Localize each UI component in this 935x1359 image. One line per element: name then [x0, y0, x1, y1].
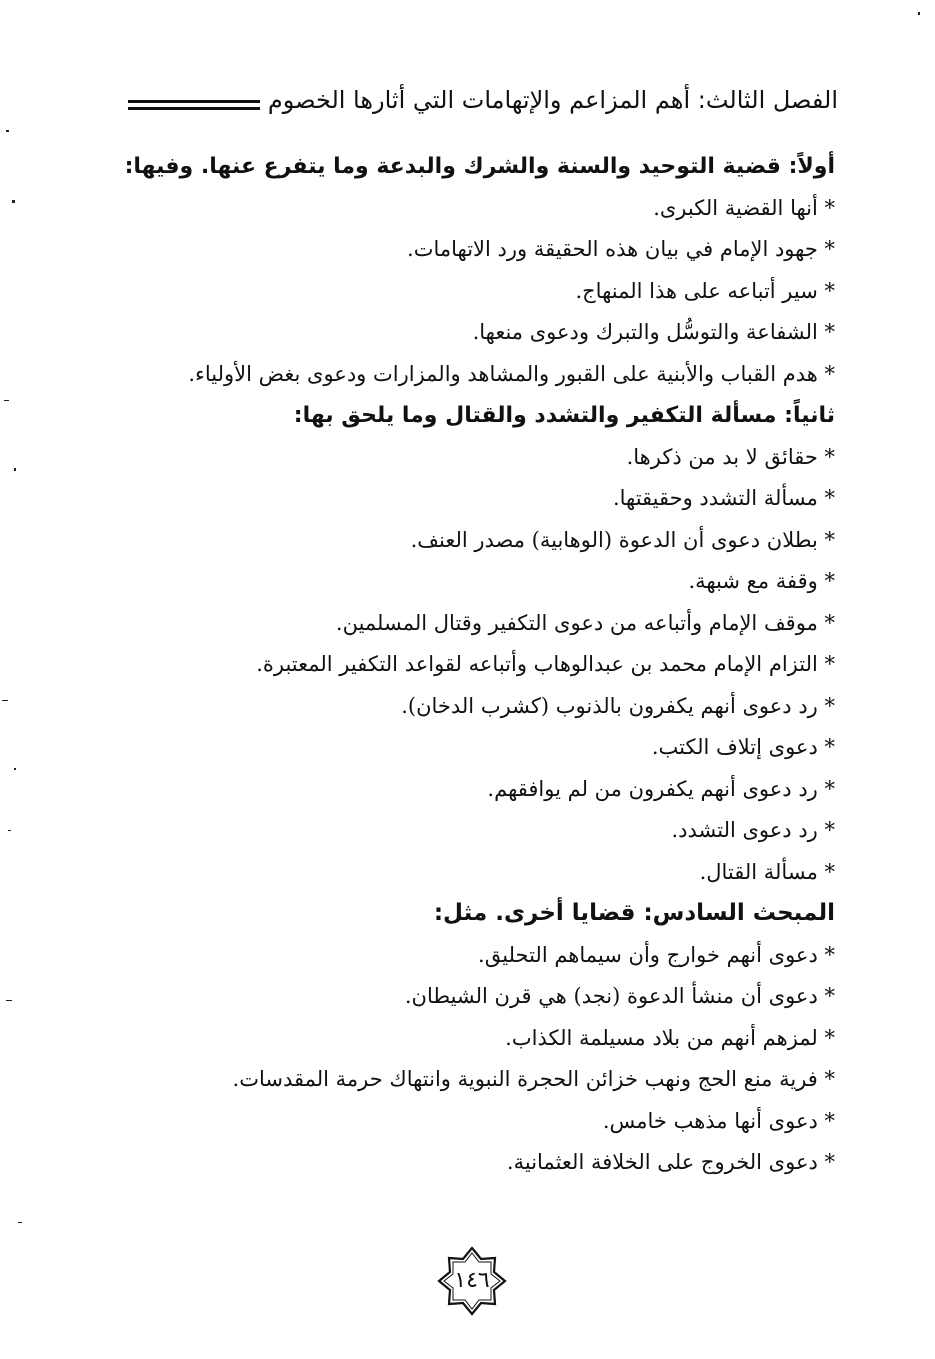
list-item: * جهود الإمام في بيان هذه الحقيقة ورد الاتهامات. [407, 237, 835, 261]
list-item: * مسألة القتال. [699, 859, 835, 884]
scan-speck [2, 700, 8, 701]
list-item: * الشفاعة والتوسُّل والتبرك ودعوى منعها. [472, 320, 835, 344]
scan-speck [6, 130, 9, 132]
chapter-title: الفصل الثالث: أهم المزاعم والإتهامات التي أثارها الخصوم [267, 86, 838, 114]
running-header [128, 80, 838, 130]
list-item: * بطلان دعوى أن الدعوة (الوهابية) مصدر العنف. [410, 527, 835, 552]
page-number: ١٤٦ [454, 1268, 490, 1293]
list-item: * فرية منع الحج ونهب خزائن الحجرة النبوية وانتهاك حرمة المقدسات. [232, 1067, 835, 1091]
list-item: * دعوى إتلاف الكتب. [651, 735, 835, 759]
page-number-ornament [436, 1245, 508, 1317]
header-rule [128, 107, 260, 110]
list-item: * دعوى أن منشأ الدعوة (نجد) هي قرن الشيطان. [404, 984, 835, 1008]
scan-speck [4, 400, 9, 401]
scan-speck [14, 468, 16, 471]
section-heading: المبحث السادس: قضايا أخرى. مثل: [433, 900, 835, 926]
scan-speck [18, 1222, 22, 1223]
list-item: * لمزهم أنهم من بلاد مسيلمة الكذاب. [505, 1025, 835, 1050]
scan-speck [918, 12, 920, 15]
section-heading: ثانياً: مسألة التكفير والتشدد والقتال وما يلحق بها: [293, 403, 835, 428]
list-item: * رد دعوى أنهم يكفرون من لم يوافقهم. [487, 776, 835, 801]
scan-speck [8, 830, 11, 831]
list-item: * وقفة مع شبهة. [688, 569, 835, 593]
scan-speck [6, 1000, 12, 1001]
list-item: * سير أتباعه على هذا المنهاج. [575, 278, 835, 303]
list-item: * رد دعوى أنهم يكفرون بالذنوب (كشرب الدخان). [401, 693, 835, 718]
list-item: * حقائق لا بد من ذكرها. [626, 444, 835, 469]
page-content [115, 146, 835, 1184]
list-item: * دعوى أنهم خوارج وأن سيماهم التحليق. [478, 942, 835, 967]
list-item: * دعوى أنها مذهب خامس. [602, 1108, 835, 1133]
list-item: * دعوى الخروج على الخلافة العثمانية. [506, 1150, 835, 1174]
list-item: * رد دعوى التشدد. [671, 818, 835, 842]
scan-speck [12, 200, 15, 203]
list-item: * موقف الإمام وأتباعه من دعوى التكفير وقتال المسلمين. [335, 610, 835, 635]
list-item: * أنها القضية الكبرى. [653, 195, 835, 220]
section-heading: أولاً: قضية التوحيد والسنة والشرك والبدعة وما يتفرع عنها. وفيها: [124, 154, 835, 179]
list-item: * هدم القباب والأبنية على القبور والمشاهد والمزارات ودعوى بغض الأولياء. [188, 361, 835, 386]
list-item: * التزام الإمام محمد بن عبدالوهاب وأتباعه لقواعد التكفير المعتبرة. [256, 652, 835, 676]
scan-speck [14, 768, 16, 770]
list-item: * مسألة التشدد وحقيقتها. [612, 486, 835, 510]
header-rule [128, 100, 260, 103]
